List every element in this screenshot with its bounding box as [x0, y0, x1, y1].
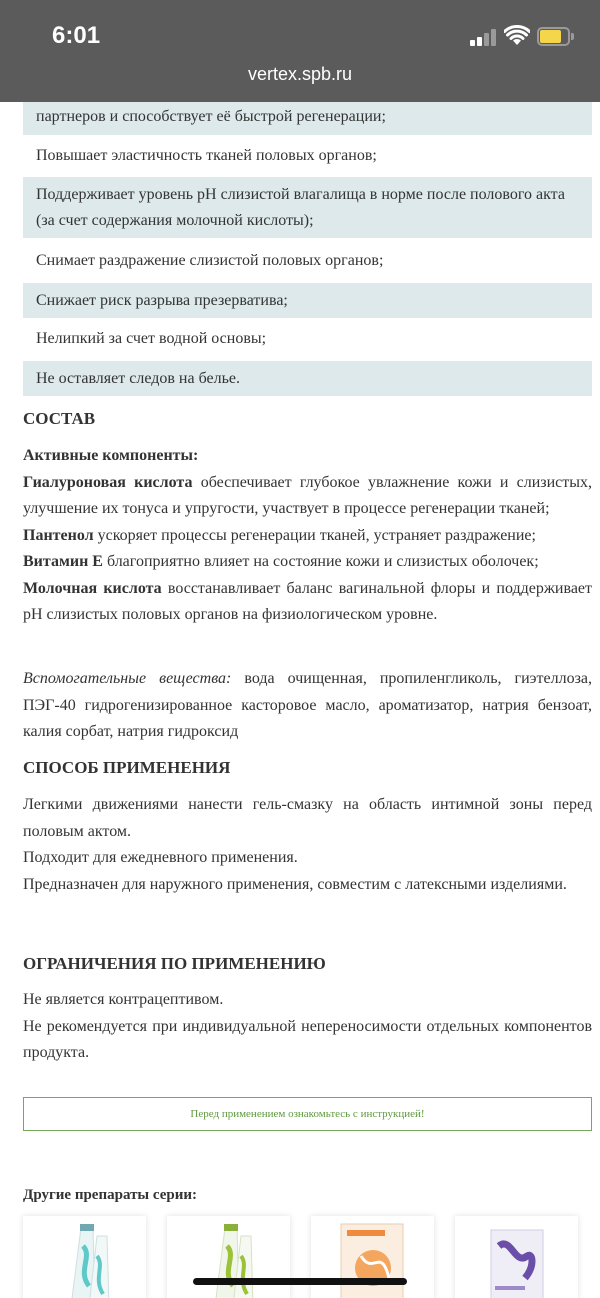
- restriction-line: Не является контрацептивом.: [23, 991, 224, 1008]
- usage-block: [23, 792, 592, 898]
- box-purple-icon: [455, 1216, 578, 1298]
- composition-block: [23, 443, 592, 629]
- cellular-signal-icon: [470, 28, 498, 46]
- list-item: Поддерживает уровень рН слизистой влагалища в норме после полового акта (за счет содержания молочной кислоты);: [23, 177, 592, 238]
- clock: 6:01: [52, 22, 101, 49]
- product-card[interactable]: [311, 1216, 434, 1298]
- address-bar-url[interactable]: vertex.spb.ru: [247, 64, 353, 84]
- composition-item: Пантенол ускоряет процессы регенерации тканей, устраняет раздражение;: [23, 526, 536, 544]
- composition-item: Молочная кислота восстанавливает баланс вагинальной флоры и поддерживает рН слизистых половых органов на физиологическом уровне.: [23, 579, 593, 623]
- section-title-composition: СОСТАВ: [23, 409, 96, 428]
- list-item: Не оставляет следов на белье.: [23, 361, 592, 396]
- battery-icon: [537, 27, 575, 46]
- usage-line: Предназначен для наружного применения, совместим с латексными изделиями.: [23, 875, 567, 893]
- usage-line: Легкими движениями нанести гель-смазку на область интимной зоны перед половым актом.: [23, 796, 592, 840]
- section-title-usage: СПОСОБ ПРИМЕНЕНИЯ: [23, 758, 231, 777]
- section-title-restrictions: ОГРАНИЧЕНИЯ ПО ПРИМЕНЕНИЮ: [23, 954, 326, 973]
- usage-line: Подходит для ежедневного применения.: [23, 849, 298, 866]
- restriction-line: Не рекомендуется при индивидуальной непереносимости отдельных компонентов продукта.: [23, 1017, 592, 1061]
- status-bar: [0, 0, 600, 102]
- product-carousel[interactable]: [23, 1216, 592, 1298]
- wifi-icon: [504, 25, 530, 47]
- gel-tube-blue-icon: [23, 1216, 146, 1298]
- product-card[interactable]: [455, 1216, 578, 1298]
- composition-item: Витамин Е благоприятно влияет на состояние кожи и слизистых оболочек;: [23, 553, 539, 570]
- list-item: Повышает эластичность тканей половых органов;: [36, 147, 377, 164]
- restrictions-block: [23, 987, 592, 1067]
- list-item: Нелипкий за счет водной основы;: [36, 330, 267, 347]
- list-item: Снижает риск разрыва презерватива;: [23, 283, 592, 318]
- list-item: партнеров и способствует её быстрой регенерации;: [23, 98, 592, 135]
- series-title: Другие препараты серии:: [23, 1187, 198, 1203]
- gel-tube-green-icon: [167, 1216, 290, 1298]
- product-card[interactable]: [23, 1216, 146, 1298]
- active-components-label: Активные компоненты:: [23, 447, 199, 464]
- instruction-notice: Перед применением ознакомьтесь с инструкцией!: [23, 1097, 592, 1131]
- home-indicator[interactable]: [193, 1278, 407, 1285]
- box-orange-icon: [311, 1216, 434, 1298]
- auxiliary-substances: Вспомогательные вещества: вода очищенная, пропиленгликоль, гиэтеллоза, ПЭГ-40 гидрогенизированное касторовое масло, ароматизатор, натрия бензоат, калия сорбат, натрия гидроксид: [23, 670, 592, 740]
- product-card[interactable]: [167, 1216, 290, 1298]
- auxiliary-label: Вспомогательные вещества:: [23, 670, 232, 687]
- composition-item: Гиалуроновая кислота обеспечивает глубокое увлажнение кожи и слизистых, улучшение их тонуса и упругости, участвует в процессе регенерации тканей;: [23, 473, 593, 517]
- list-item: Снимает раздражение слизистой половых органов;: [36, 252, 384, 269]
